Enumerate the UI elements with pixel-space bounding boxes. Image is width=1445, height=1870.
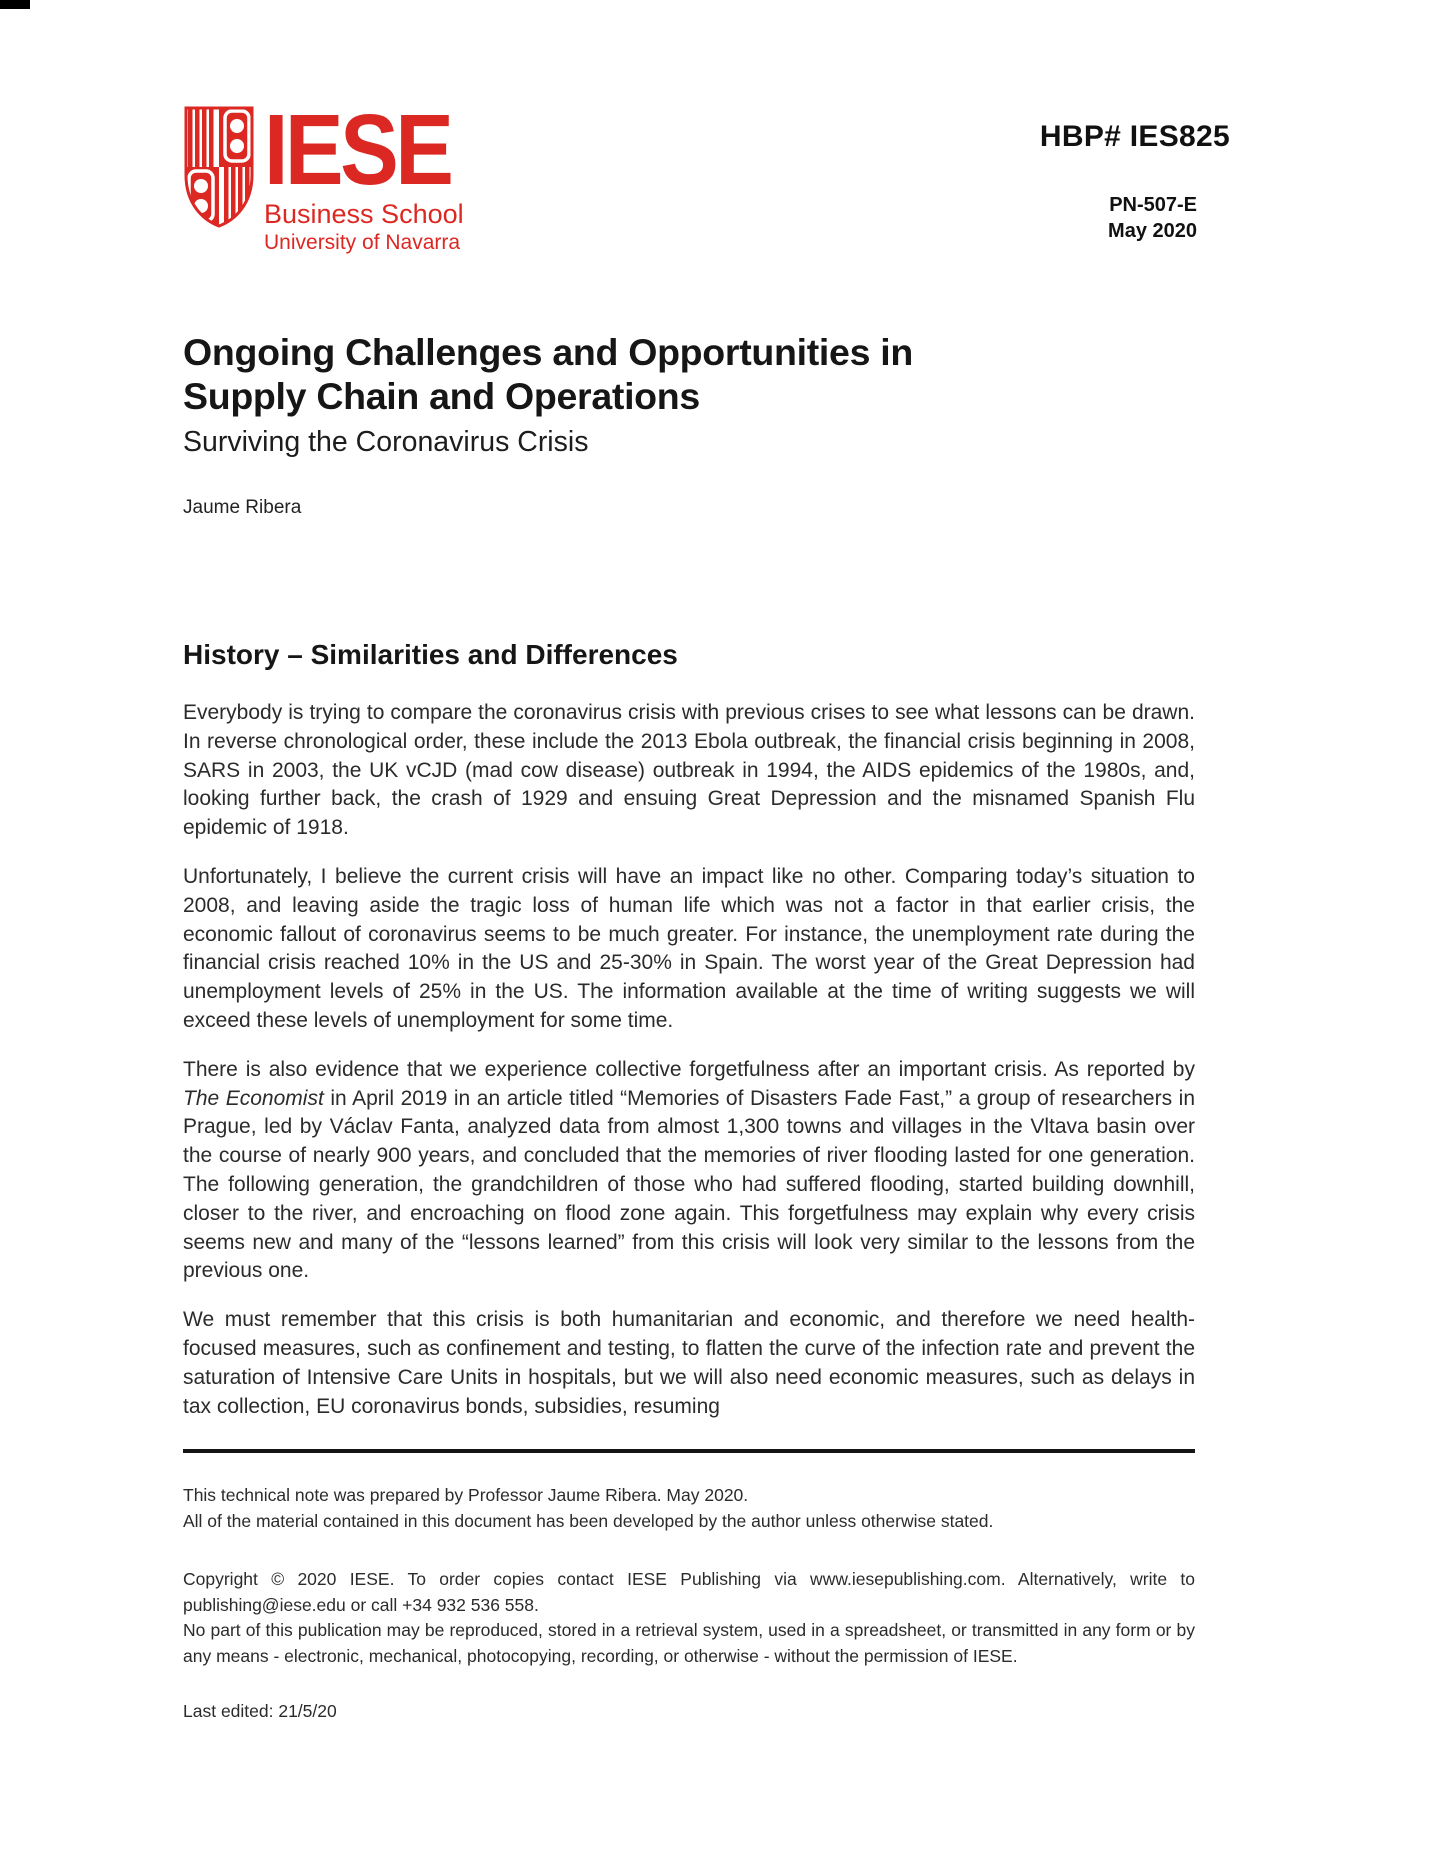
iese-shield-icon [183, 103, 255, 231]
paragraph-3-pre: There is also evidence that we experience collective forgetfulness after an important crisis. As reported by [183, 1057, 1195, 1081]
paragraph-3-post: in April 2019 in an article titled “Memories of Disasters Fade Fast,” a group of researchers in Prague, led by Václav Fanta, analyzed data from almost 1,300 towns and villages in the Vltava basin over the course of nearly 900 years, and concluded that the memories of river flooding lasted for one generation. The following generation, the grandchildren of those who had suffered flooding, started building downhill, closer to the river, and encroaching on flood zone again. This forgetfulness may explain why every crisis seems new and many of the “lessons learned” from this crisis will look very similar to the lessons from the previous one. [183, 1086, 1195, 1283]
footnote-no-reproduction: No part of this publication may be reproduced, stored in a retrieval system, used in a spreadsheet, or transmitted in any form or by any means - electronic, mechanical, photocopying, recording, or otherwise - without the permission of IESE. [183, 1620, 1195, 1666]
footnote-prepared-by: This technical note was prepared by Professor Jaume Ribera. May 2020. [183, 1485, 749, 1506]
publication-date: May 2020 [1108, 220, 1197, 242]
paragraph-4: We must remember that this crisis is both humanitarian and economic, and therefore we need health-focused measures, such as confinement and testing, to flatten the curve of the infection rate and prevent the saturation of Intensive Care Units in hospitals, but we will also need economic measures, such as delays in tax collection, EU coronavirus bonds, subsidies, resuming [183, 1308, 1195, 1418]
page-subtitle: Surviving the Coronavirus Crisis [183, 426, 589, 458]
paragraph-3 [183, 1056, 1195, 1286]
logo-business-school: Business School [264, 199, 464, 229]
logo-university: University of Navarra [264, 231, 461, 254]
scan-corner-mark [0, 0, 30, 9]
footnote-divider [183, 1449, 1195, 1453]
footnote-last-edited: Last edited: 21/5/20 [183, 1701, 337, 1722]
publication-number: PN-507-E [1109, 194, 1197, 216]
paragraph-3-italic-title: The Economist [183, 1086, 324, 1110]
hbp-code: HBP# IES825 [1039, 120, 1230, 153]
document-content [183, 330, 1195, 1725]
footnote-material: All of the material contained in this document has been developed by the author unless otherwise stated. [183, 1510, 994, 1531]
paragraph-2: Unfortunately, I believe the current crisis will have an impact like no other. Comparing today’s situation to 2008, and leaving aside the tragic loss of human life which was not a factor in that earlier crisis, the economic fallout of coronavirus seems to be much greater. For instance, the unemployment rate during the financial crisis reached 10% in the US and 25-30% in Spain. The worst year of the Great Depression had unemployment levels of 25% in the US. The information available at the time of writing suggests we will exceed these levels of unemployment for some time. [183, 864, 1195, 1032]
iese-wordmark: IESE [264, 94, 451, 206]
paragraph-1: Everybody is trying to compare the coronavirus crisis with previous crises to see what lessons can be drawn. In reverse chronological order, these include the 2013 Ebola outbreak, the financial crisis beginning in 2008, SARS in 2003, the UK vCJD (mad cow disease) outbreak in 1994, the AIDS epidemics of the 1980s, and, looking further back, the crash of 1929 and ensuing Great Depression and the misnamed Spanish Flu epidemic of 1918. [183, 701, 1195, 840]
page-title: Ongoing Challenges and Opportunities in Supply Chain and Operations [183, 331, 913, 417]
section-heading: History – Similarities and Differences [183, 639, 678, 670]
author-name: Jaume Ribera [183, 497, 302, 518]
header-codes [1039, 120, 1230, 243]
iese-logo-text [264, 94, 476, 254]
footnote-copyright: Copyright © 2020 IESE. To order copies contact IESE Publishing via www.iesepublishing.com. Alternatively, write to publishing@iese.edu or call +34 932 536 558. [183, 1569, 1195, 1615]
iese-logo [183, 94, 476, 254]
